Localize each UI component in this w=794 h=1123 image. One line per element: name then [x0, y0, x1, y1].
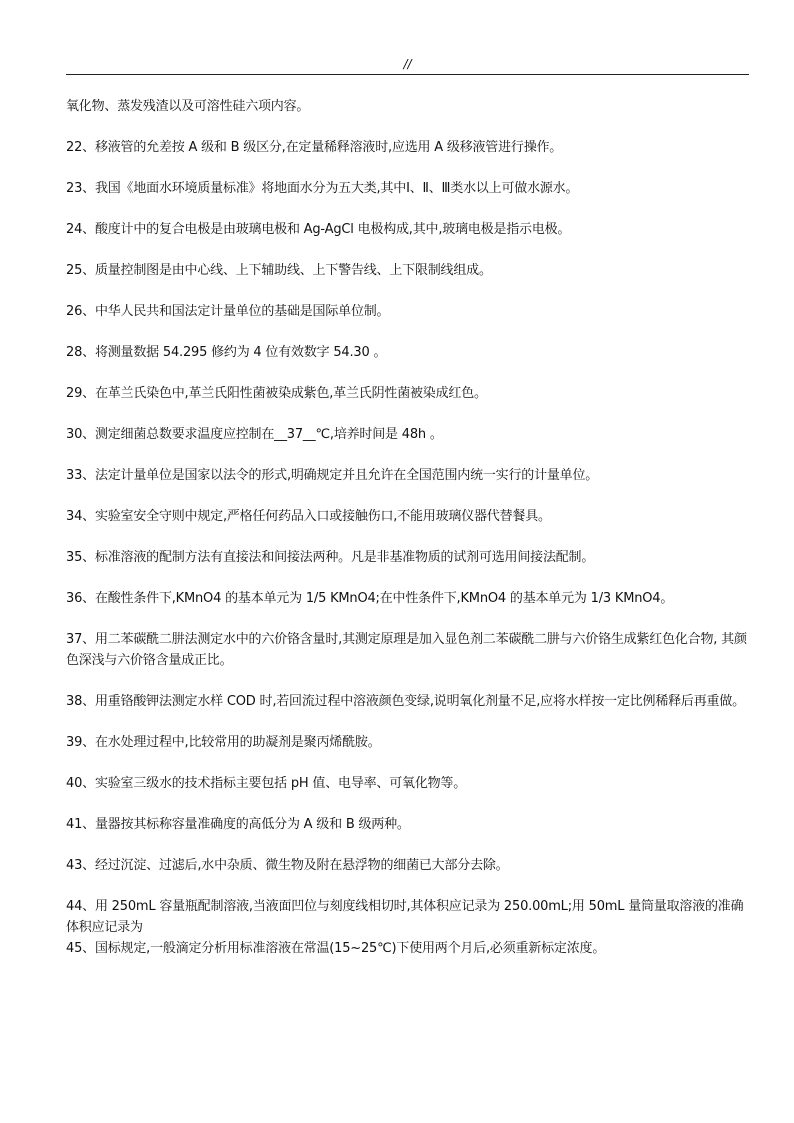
- question-44: 44、用 250mL 容量瓶配制溶液,当液面凹位与刻度线相切时,其体积应记录为 250.00mL;用 50mL 量筒量取溶液的准确体积应记录为: [66, 899, 744, 935]
- header-mark: //: [403, 57, 412, 71]
- question-24: 24、酸度计中的复合电极是由玻璃电极和 Ag-AgCl 电极构成,其中,玻璃电极是指示电极。: [66, 222, 571, 237]
- question-45: 45、国标规定,一般滴定分析用标准溶液在常温(15~25℃)下使用两个月后,必须重新标定浓度。: [66, 941, 606, 956]
- question-23: 23、我国《地面水环境质量标准》将地面水分为五大类,其中Ⅰ、Ⅱ、Ⅲ类水以上可做水源水。: [66, 181, 579, 196]
- question-37: 37、用二苯碳酰二肼法测定水中的六价铬含量时,其测定原理是加入显色剂二苯碳酰二肼与六价铬生成紫红色化合物, 其颜色深浅与六价铬含量成正比。: [66, 632, 747, 668]
- question-29: 29、在革兰氏染色中,革兰氏阳性菌被染成紫色,革兰氏阴性菌被染成红色。: [66, 386, 487, 401]
- question-28: 28、将测量数据 54.295 修约为 4 位有效数字 54.30 。: [66, 345, 387, 360]
- question-35: 35、标准溶液的配制方法有直接法和间接法两种。凡是非基准物质的试剂可选用间接法配制。: [66, 550, 595, 565]
- question-36: 36、在酸性条件下,KMnO4 的基本单元为 1/5 KMnO4;在中性条件下,KMnO4 的基本单元为 1/3 KMnO4。: [66, 591, 674, 606]
- question-22: 22、移液管的允差按 A 级和 B 级区分,在定量稀释溶液时,应选用 A 级移液管进行操作。: [66, 140, 563, 155]
- question-43: 43、经过沉淀、过滤后,水中杂质、微生物及附在悬浮物的细菌已大部分去除。: [66, 858, 509, 873]
- document-body: [66, 96, 751, 959]
- paragraph-continuation: 氧化物、蒸发残渣以及可溶性硅六项内容。: [66, 99, 310, 114]
- question-33: 33、法定计量单位是国家以法令的形式,明确规定并且允许在全国范围内统一实行的计量单位。: [66, 468, 599, 483]
- page-header: [66, 56, 749, 75]
- question-30: 30、测定细菌总数要求温度应控制在__37__℃,培养时间是 48h 。: [66, 427, 443, 442]
- question-25: 25、质量控制图是由中心线、上下辅助线、上下警告线、上下限制线组成。: [66, 263, 492, 278]
- question-26: 26、中华人民共和国法定计量单位的基础是国际单位制。: [66, 304, 390, 319]
- question-34: 34、实验室安全守则中规定,严格任何药品入口或接触伤口,不能用玻璃仪器代替餐具。: [66, 509, 551, 524]
- question-40: 40、实验室三级水的技术指标主要包括 pH 值、电导率、可氧化物等。: [66, 776, 467, 791]
- question-41: 41、量器按其标称容量准确度的高低分为 A 级和 B 级两种。: [66, 817, 410, 832]
- question-38: 38、用重铬酸钾法测定水样 COD 时,若回流过程中溶液颜色变绿,说明氧化剂量不足,应将水样按一定比例稀释后再重做。: [66, 694, 745, 709]
- question-39: 39、在水处理过程中,比较常用的助凝剂是聚丙烯酰胺。: [66, 735, 381, 750]
